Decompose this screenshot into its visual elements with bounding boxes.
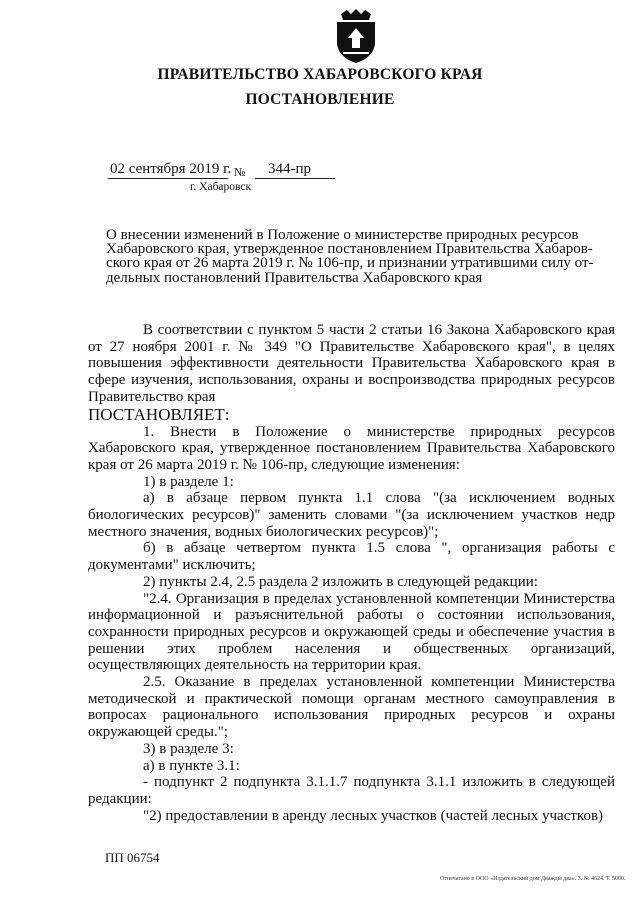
date-underline — [108, 178, 228, 179]
government-title: ПРАВИТЕЛЬСТВО ХАБАРОВСКОГО КРАЯ — [157, 66, 483, 83]
paragraph-1-1b: б) в абзаце четвертом пункта 1.5 слова ", организация работы с документами" исключить; — [88, 540, 615, 574]
paragraph-1-3a: а) в пункте 3.1: — [143, 757, 240, 774]
number-underline — [255, 178, 335, 179]
paragraph-1-1a: а) в абзаце первом пункта 1.1 слова "(за исключением водных биологических ресурсов)" заменить словами "(за исключением участков недр местного значения, водных биологических ресурсов)"; — [88, 490, 615, 540]
document-body — [88, 322, 615, 824]
city-name: г. Хабаровск — [190, 181, 252, 193]
paragraph-2-5: 2.5. Оказание в пределах установленной компетенции Министерства методической и практической помощи органам местного самоуправления в вопросах рационального использования природных ресурсов и охраны окружающей среды."; — [88, 674, 615, 741]
subject-line: дельных постановлений Правительства Хабаровского края — [106, 269, 483, 286]
resolves-heading: ПОСТАНОВЛЯЕТ: — [88, 404, 230, 424]
document-date: 02 сентября 2019 г. — [110, 161, 232, 177]
document-number: 344-пр — [268, 161, 312, 177]
paragraph-1-3a-sub: - подпункт 2 подпункта 3.1.1.7 подпункта 3.1.1 изложить в следующей редакции: — [88, 774, 615, 807]
intro-paragraph: В соответствии с пунктом 5 части 2 статьи 16 Закона Хабаровского края от 27 ноября 2001 г. № 349 "О Правительстве Хабаровского края", в целях повышения эффективности деятельности Правительства Хабаровского края в сфере изучения, использования, охраны и воспроизводства природных ресурсов Правительство края — [88, 322, 615, 405]
paragraph-1-2: 2) пункты 2.4, 2.5 раздела 2 изложить в следующей редакции: — [143, 573, 538, 590]
subject-line: О внесении изменений в Положение о министерстве природных ресурсов — [106, 227, 579, 243]
print-note: Отпечатано в ООО «Издательский дом Дважды два». З. № 4624. Т. 5000. — [440, 876, 626, 882]
number-sign: № — [234, 165, 246, 179]
subject-line: ского края от 26 марта 2019 г. № 106-пр, и признании утратившими силу от- — [106, 255, 594, 272]
document-subject — [106, 228, 613, 285]
subject-line: Хабаровского края, утвержденное постановлением Правительства Хабаров- — [106, 241, 593, 258]
khabarovsk-coat-of-arms-icon — [333, 8, 379, 64]
paragraph-1-3: 3) в разделе 3: — [143, 740, 234, 757]
document-type: ПОСТАНОВЛЕНИЕ — [245, 91, 395, 108]
paragraph-2-4: "2.4. Организация в пределах установленной компетенции Министерства информационной и разъяснительной работы о состоянии использования, сохранности природных ресурсов и окружающей среды и обеспечение участия в решении этих проблем населения и общественных организаций, осуществляющих деятельность на территории края. — [88, 590, 615, 674]
paragraph-1: 1. Внести в Положение о министерстве природных ресурсов Хабаровского края, утвержденное постановлением Правительства Хабаровского края от 26 марта 2019 г. № 106-пр, следующие изменения: — [88, 423, 615, 473]
footer-code: ПП 06754 — [105, 850, 160, 865]
paragraph-1-1: 1) в разделе 1: — [143, 473, 234, 490]
paragraph-1-3a-quote: "2) предоставлении в аренду лесных участков (частей лесных участков) — [143, 807, 604, 824]
